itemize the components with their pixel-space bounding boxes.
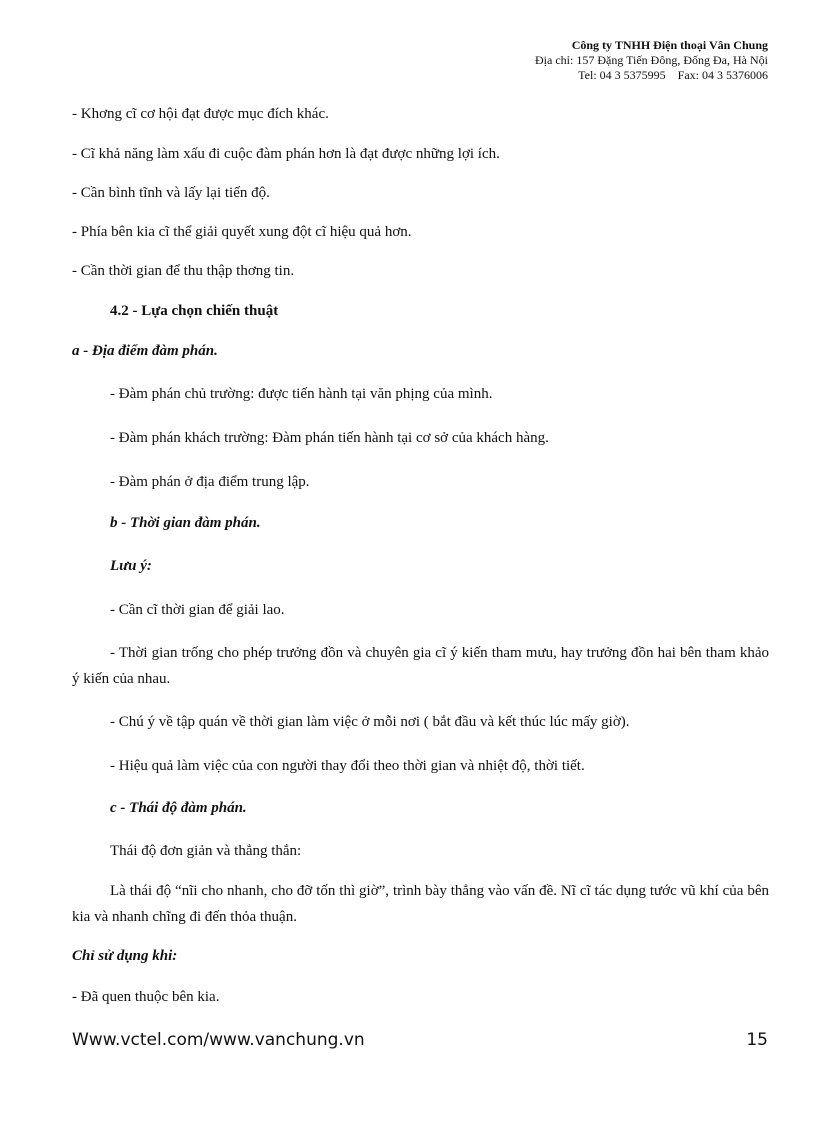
subsection-heading: a - Địa điểm đàm phán. [72, 343, 218, 359]
company-address: Địa chỉ: 157 Đặng Tiến Đông, Đống Đa, Hà Nội [535, 53, 768, 67]
bullet-line: - Cần cĩ thời gian để giải lao. [110, 602, 285, 618]
bullet-line: - Cĩ khả năng làm xấu đi cuộc đàm phán hơn là đạt được những lợi ích. [72, 146, 500, 162]
page-header [368, 38, 768, 83]
subsection-heading: b - Thời gian đàm phán. [110, 515, 261, 531]
paragraph-line: Thái độ đơn giản và thẳng thắn: [110, 843, 302, 859]
note-heading: Lưu ý: [110, 558, 152, 574]
bullet-line: - Đã quen thuộc bên kia. [72, 989, 220, 1005]
bullet-line: - Phía bên kia cĩ thể giải quyết xung đột cĩ hiệu quả hơn. [72, 224, 412, 240]
note-heading: Chỉ sử dụng khi: [72, 948, 178, 964]
bullet-line: - Hiệu quả làm việc của con người thay đổi theo thời gian và nhiệt độ, thời tiết. [110, 758, 585, 774]
company-contact: Tel: 04 3 5375995 Fax: 04 3 5376006 [578, 68, 768, 82]
bullet-paragraph: - Thời gian trống cho phép trưởng đồn và chuyên gia cĩ ý kiến tham mưu, hay trưởng đồn hai bên tham khảo ý kiến của nhau. [72, 645, 769, 687]
bullet-line: - Chú ý về tập quán về thời gian làm việc ở mỗi nơi ( bắt đầu và kết thúc lúc mấy giờ). [110, 714, 630, 730]
bullet-line: - Đàm phán ở địa điểm trung lập. [110, 474, 310, 490]
paragraph: Là thái độ “nĩi cho nhanh, cho đỡ tốn thì giờ”, trình bày thẳng vào vấn đề. Nĩ cĩ tác dụng tước vũ khí của bên kia và nhanh chĩng đi đến thỏa thuận. [72, 883, 769, 925]
company-name: Công ty TNHH Điện thoại Vân Chung [571, 38, 768, 52]
bullet-line: - Cần thời gian để thu thập thơng tin. [72, 263, 295, 279]
bullet-line: - Đàm phán chủ trường: được tiến hành tại văn phịng của mình. [110, 386, 493, 402]
section-heading: 4.2 - Lựa chọn chiến thuật [110, 303, 279, 319]
bullet-line: - Khơng cĩ cơ hội đạt được mục đích khác. [72, 106, 329, 122]
subsection-heading: c - Thái độ đàm phán. [110, 800, 247, 816]
page-number: 15 [746, 1030, 768, 1050]
bullet-line: - Cần bình tĩnh và lấy lại tiến độ. [72, 185, 270, 201]
footer-url: Www.vctel.com/www.vanchung.vn [72, 1030, 365, 1050]
bullet-line: - Đàm phán khách trường: Đàm phán tiến hành tại cơ sở của khách hàng. [110, 430, 549, 446]
